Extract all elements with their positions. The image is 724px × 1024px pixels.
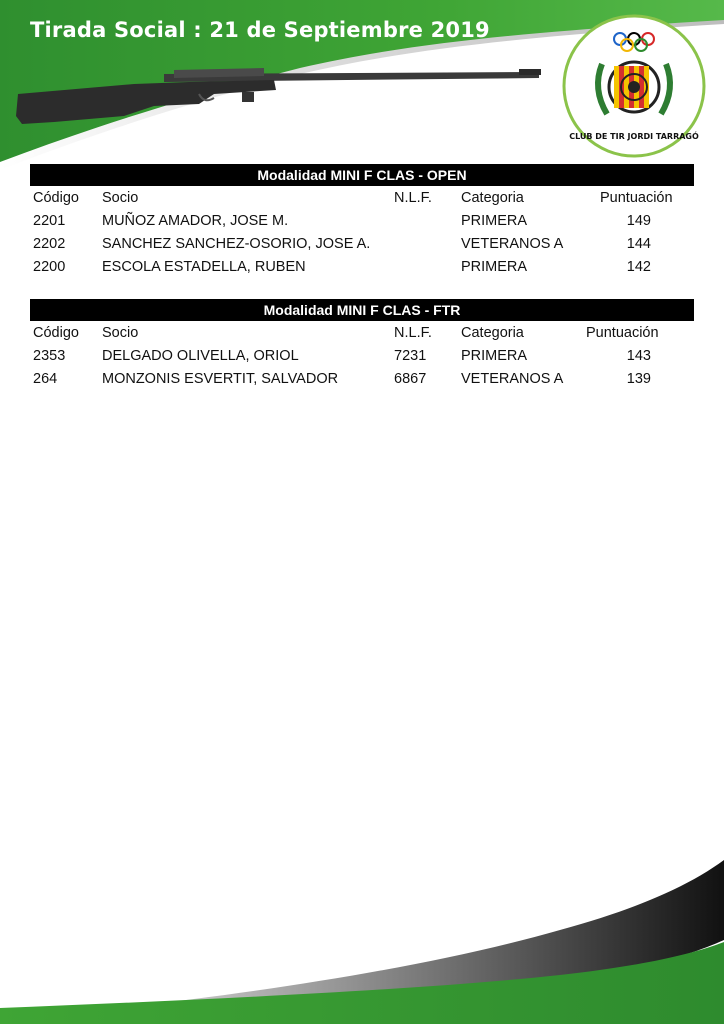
cell-puntuacion: 149: [626, 213, 651, 229]
col-puntuacion: Puntuación: [586, 325, 659, 341]
cell-categoria: PRIMERA: [461, 213, 528, 229]
cell-puntuacion: 142: [626, 259, 651, 275]
cell-categoria: PRIMERA: [461, 348, 528, 364]
table-row: [30, 345, 694, 368]
section-title: Modalidad MINI F CLAS - FTR: [30, 299, 694, 321]
col-categoria: Categoria: [461, 190, 524, 206]
logo-text: CLUB DE TIR JORDI TARRAGÓ: [569, 132, 699, 141]
table-header: [30, 322, 694, 345]
col-nlf: N.L.F.: [394, 190, 432, 206]
cell-codigo: 2200: [33, 259, 66, 275]
footer-swoosh: [0, 850, 724, 1024]
cell-puntuacion: 143: [626, 348, 651, 364]
table-row: [30, 256, 694, 279]
cell-puntuacion: 144: [626, 236, 651, 252]
club-logo: [562, 14, 706, 158]
cell-codigo: 264: [33, 371, 58, 387]
cell-socio: MUÑOZ AMADOR, JOSE M.: [102, 213, 289, 229]
cell-categoria: VETERANOS A: [461, 371, 564, 387]
cell-categoria: PRIMERA: [461, 259, 528, 275]
cell-socio: MONZONIS ESVERTIT, SALVADOR: [102, 371, 339, 387]
table-header: [30, 187, 694, 210]
page-title: Tirada Social : 21 de Septiembre 2019: [30, 18, 490, 42]
section-open: [30, 164, 694, 279]
table-row: [30, 368, 694, 391]
col-codigo: Código: [33, 190, 79, 206]
cell-puntuacion: 139: [626, 371, 651, 387]
cell-nlf: 6867: [394, 371, 427, 387]
cell-codigo: 2202: [33, 236, 66, 252]
rifle-image: [14, 64, 542, 128]
cell-socio: DELGADO OLIVELLA, ORIOL: [102, 348, 299, 364]
cell-socio: ESCOLA ESTADELLA, RUBEN: [102, 259, 306, 275]
cell-categoria: VETERANOS A: [461, 236, 564, 252]
col-puntuacion: Puntuación: [600, 190, 673, 206]
section-title: Modalidad MINI F CLAS - OPEN: [30, 164, 694, 186]
cell-socio: SANCHEZ SANCHEZ-OSORIO, JOSE A.: [102, 236, 371, 252]
col-codigo: Código: [33, 325, 79, 341]
col-socio: Socio: [102, 190, 139, 206]
table-row: [30, 233, 694, 256]
col-nlf: N.L.F.: [394, 325, 432, 341]
cell-nlf: 7231: [394, 348, 427, 364]
col-categoria: Categoria: [461, 325, 524, 341]
cell-codigo: 2353: [33, 348, 66, 364]
table-row: [30, 210, 694, 233]
cell-codigo: 2201: [33, 213, 66, 229]
section-ftr: [30, 299, 694, 391]
col-socio: Socio: [102, 325, 139, 341]
